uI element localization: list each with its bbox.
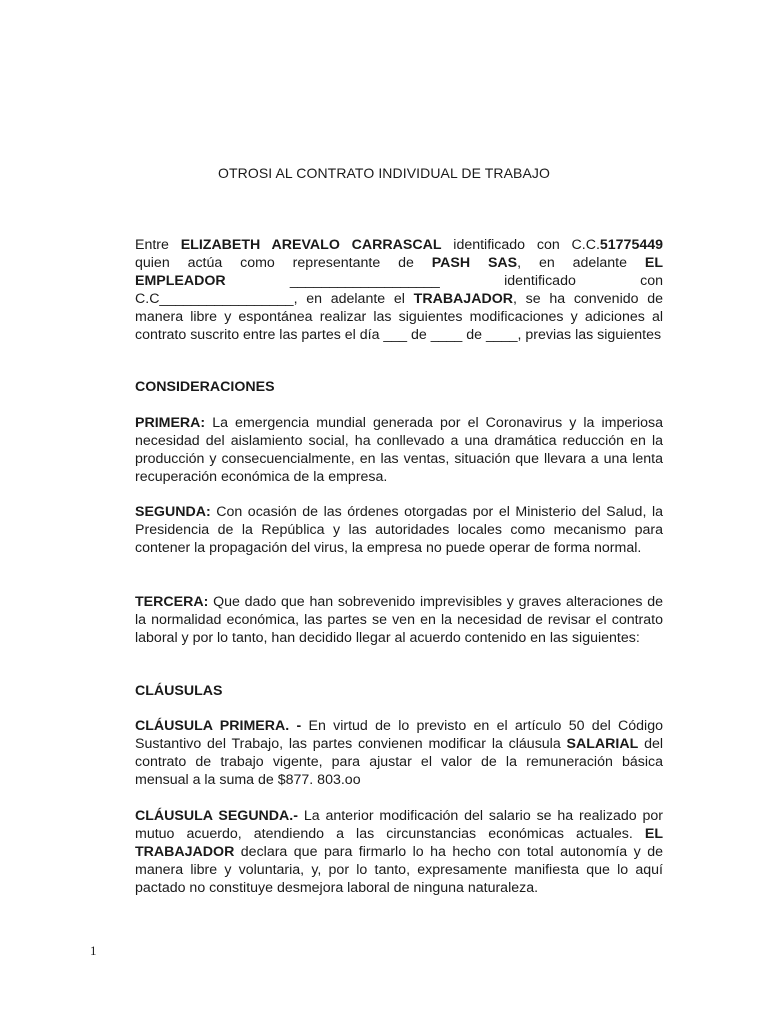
- intro-bold-text: EL: [644, 255, 664, 271]
- clause-bold-text: EL TRABAJADOR: [135, 826, 663, 860]
- clause-text: La anterior modificación del salario se ha realizado por mutuo acuerdo, atendiendo a las circunstancias económicas actuales.: [135, 808, 663, 842]
- intro-text: , en adelante: [517, 255, 645, 271]
- clause-bold-text: SALARIAL: [566, 736, 639, 752]
- clause-segunda: [135, 807, 663, 897]
- intro-line-4: [135, 290, 663, 308]
- blank-field: C.C_________________: [135, 291, 294, 307]
- worker-label: TRABAJADOR: [413, 291, 513, 307]
- company-name: PASH SAS: [431, 255, 518, 271]
- intro-rest: manera libre y espontánea realizar las siguientes modificaciones y adiciones al contrato suscrito entre las partes el día ___ de ____ de ____, previas las siguientes: [135, 309, 663, 343]
- clause-text: declara que para firmarlo lo ha hecho con total autonomía y de manera libre y voluntaria, y, por lo tanto, expresamente manifiesta que lo aquí pactado no constituye desmejora laboral de ninguna naturaleza.: [135, 844, 663, 896]
- consideration-label: SEGUNDA:: [135, 504, 211, 520]
- intro-text: identificado con C.C.: [441, 237, 600, 253]
- consideration-segunda: [135, 503, 663, 557]
- intro-text: con: [640, 273, 663, 289]
- representative-id-number: 51775449: [599, 237, 664, 253]
- consideration-primera: [135, 414, 663, 486]
- clause-label: CLÁUSULA SEGUNDA.-: [135, 808, 298, 824]
- intro-text: quien actúa como representante de: [135, 255, 432, 271]
- page-number: 1: [90, 943, 97, 958]
- consideration-tercera: [135, 593, 663, 647]
- intro-paragraph: [135, 236, 663, 344]
- employer-label: EMPLEADOR: [135, 273, 226, 289]
- intro-text: Entre: [135, 237, 181, 253]
- consideration-label: TERCERA:: [135, 594, 209, 610]
- employer-representative-name: ELIZABETH AREVALO CARRASCAL: [180, 237, 442, 253]
- intro-line-3: [135, 272, 663, 290]
- consideration-label: PRIMERA:: [135, 415, 206, 431]
- document-title: OTROSI AL CONTRATO INDIVIDUAL DE TRABAJO: [217, 165, 551, 181]
- blank-field: ___________________: [289, 273, 440, 289]
- intro-text: , en adelante el: [293, 291, 414, 307]
- intro-text: identificado: [504, 273, 576, 289]
- clause-primera: [135, 717, 663, 789]
- clauses-heading: CLÁUSULAS: [135, 683, 223, 699]
- consideration-text: Con ocasión de las órdenes otorgadas por el Ministerio del Salud, la Presidencia de la República y las autoridades locales como mecanismo para contener la propagación del virus, la empresa no puede operar de forma normal.: [135, 504, 663, 556]
- clause-text: del contrato de trabajo vigente, para ajustar el valor de la remuneración básica mensual a la suma de $877. 803.oo: [135, 736, 663, 788]
- clause-text: En virtud de lo previsto en el artículo 50 del Código Sustantivo del Trabajo, las partes convienen modificar la cláusula: [135, 718, 663, 752]
- consideration-text: Que dado que han sobrevenido imprevisibles y graves alteraciones de la normalidad económica, las partes se ven en la necesidad de revisar el contrato laboral y por lo tanto, han decidido llegar al acuerdo contenido en las siguientes:: [135, 594, 663, 646]
- intro-text: , se ha convenido de: [512, 291, 664, 307]
- considerations-heading: CONSIDERACIONES: [135, 379, 275, 395]
- clause-label: CLÁUSULA PRIMERA. -: [135, 718, 302, 734]
- intro-line-2: [135, 254, 663, 272]
- consideration-text: La emergencia mundial generada por el Coronavirus y la imperiosa necesidad del aislamiento social, ha conllevado a una dramática reducción en la producción y consecuencialmente, en las ventas, situación que llevara a una lenta recuperación económica de la empresa.: [135, 415, 663, 485]
- intro-line-1: [135, 236, 663, 254]
